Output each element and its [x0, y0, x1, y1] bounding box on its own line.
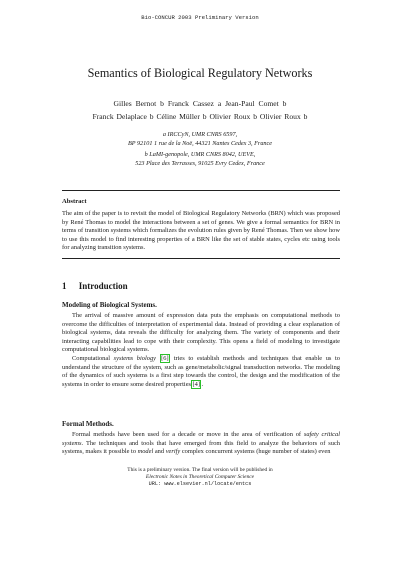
authors-line-1: Gilles Bernot b Franck Cassez a Jean-Paul Comet b	[113, 99, 287, 108]
authors-line-2: Franck Delaplace b Céline Müller b Olivier Roux b Olivier Roux b	[92, 112, 308, 121]
footer-url[interactable]: URL: www.elsevier.nl/locate/entcs	[148, 481, 252, 487]
abstract-bottom-rule	[62, 258, 340, 259]
footer-line-2: Electronic Notes in Theoretical Computer Science	[145, 474, 255, 480]
intro-paragraph-2	[62, 355, 340, 389]
p3-text-d: complex concurrent systems (huge number of states) even	[180, 448, 331, 456]
section-heading	[62, 281, 128, 291]
affiliation-a-line-2: BP 92101 1 rue de la Noë, 44321 Nantes Cedex 3, France	[127, 140, 273, 147]
p2-text-b: tries to establish methods and techniques that enable us to understand the structure of the system, such as gene/metabolic/signal transduction networks. The modeling of the dynamics of such systems is a first step towards the control, the design and the modification of the systems in order to ensure some desired properties	[62, 355, 340, 388]
citation-link-4[interactable]: [4]	[192, 380, 200, 388]
p3-text-c: and	[153, 448, 166, 456]
intro-paragraph-3	[62, 431, 340, 457]
p2-text-end: .	[201, 380, 204, 388]
running-head: Bio-CONCUR 2003 Preliminary Version	[141, 14, 259, 21]
p3-text-b: . The techniques and tools that have emerged from this field to analyze the behaviors of such systems, makes it possible to	[62, 439, 340, 456]
subsection-heading-formal-methods: Formal Methods.	[62, 420, 114, 428]
p3-emphasis-3: verify	[165, 448, 181, 456]
abstract-text: The aim of the paper is to revisit the model of Biological Regulatory Networks (BRN) which was proposed by René Thomas to model the interactions between a set of genes. We give a formal semantics for BRN in terms of transition systems which formalizes the evolution rules given by René Thomas. Then we show how to use this model to find interesting properties of a BRN like the set of stable states, cycles etc using tools for analyzing transition systems.	[62, 210, 340, 252]
section-title: Introduction	[78, 281, 128, 291]
p3-text-a: Formal methods have been used for a decade or move in the area of verification of	[72, 431, 304, 438]
affiliation-b-line-2: 523 Place des Terrasses, 91025 Evry Cedex, France	[135, 160, 265, 167]
intro-paragraph-1: The arrival of massive amount of expression data puts the emphasis on computational methods to overcome the difficulties of interpretation of experimental data. Instead of providing a clear explanation of biological systems, data reveals the difficulty for analyzing them. The variety of components and their interacting capabilities lead to cope with their complexity. This opens a field of modeling to investigate computational biological systems.	[62, 312, 340, 354]
p3-emphasis-1: safety critical systems	[62, 431, 340, 447]
affiliation-b-line-1: b LaMI-genopole, UMR CNRS 8042, UEVE,	[144, 151, 256, 158]
p2-emphasis: systems biology	[113, 355, 156, 362]
affiliation-a-line-1: a IRCCyN, UMR CNRS 6597,	[162, 131, 238, 138]
citation-link-6[interactable]: [6]	[161, 355, 169, 362]
section-number: 1	[62, 281, 67, 291]
footer-line-1: This is a preliminary version. The final version will be published in	[127, 467, 273, 473]
abstract-top-rule	[62, 190, 340, 191]
abstract-heading: Abstract	[62, 198, 87, 205]
p3-emphasis-2: model	[137, 448, 154, 456]
p2-text-a: Computational	[72, 355, 114, 362]
paper-title: Semantics of Biological Regulatory Networks	[87, 66, 313, 80]
subsection-heading-modeling: Modeling of Biological Systems.	[62, 301, 157, 309]
